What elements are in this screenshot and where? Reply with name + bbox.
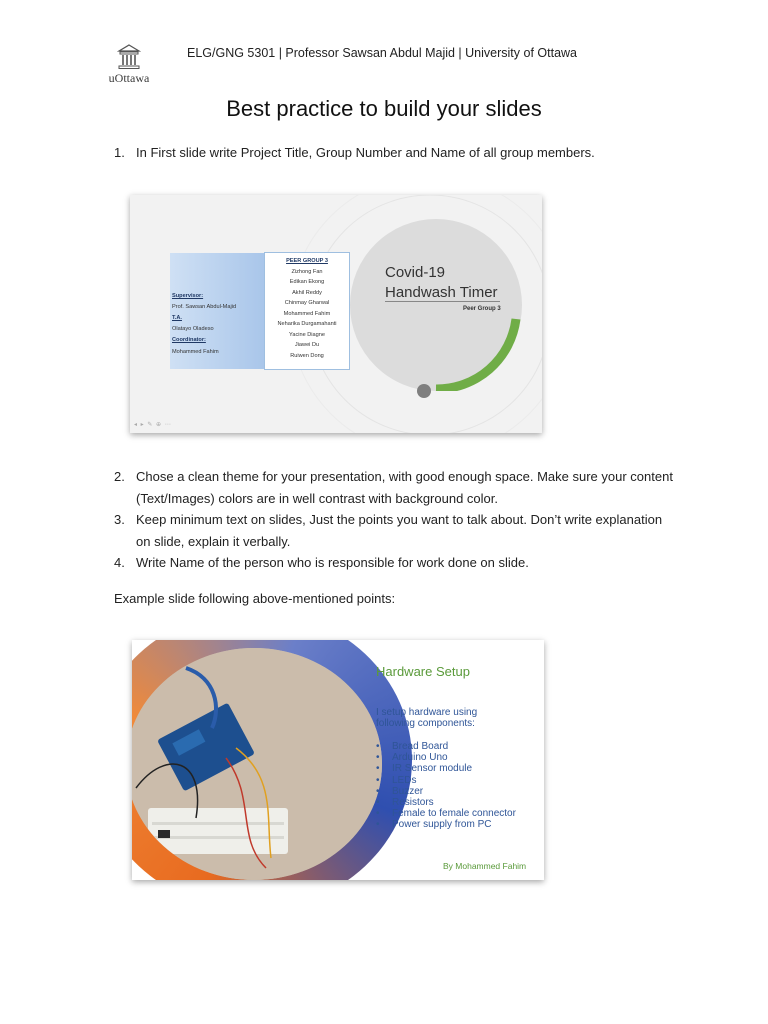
hardware-slide-title: Hardware Setup xyxy=(376,664,470,679)
slide-title-line: Covid-19 xyxy=(385,264,446,281)
university-building-icon xyxy=(117,44,141,70)
hardware-photo xyxy=(132,648,382,880)
ta-label: T.A. xyxy=(172,315,182,321)
slide-title-line: Handwash Timer xyxy=(385,284,498,301)
item-text: Chose a clean theme for your presentation, with good enough space. Make sure your content (Text/Images) colors are in well contrast with background color. xyxy=(136,469,673,506)
member-name: Neharika Durgamahanti xyxy=(277,321,337,327)
member-name: Mohammed Fahim xyxy=(283,310,331,317)
peer-group-label: Peer Group 3 xyxy=(463,306,501,312)
ta-name: Olatayo Oladeso xyxy=(172,326,214,332)
intro-line: I setup hardware using xyxy=(376,707,478,718)
group-label: PEER GROUP 3 xyxy=(286,258,328,264)
coordinator-name: Mohammed Fahim xyxy=(172,349,219,355)
member-name: Akhil Reddy xyxy=(292,289,322,296)
timer-dot xyxy=(417,384,431,398)
example-caption: Example slide following above-mentioned points: xyxy=(114,591,396,606)
arduino-breadboard-image xyxy=(132,648,382,880)
hardware-intro xyxy=(376,707,477,729)
members-panel xyxy=(264,252,350,370)
member-name: Zizhong Fan xyxy=(291,268,323,275)
slideshow-controls: ◂ ▸ ✎ ⊕ ⋯ xyxy=(134,422,172,428)
member-name: Chinmay Gharwal xyxy=(284,300,330,306)
item-number: 1. xyxy=(114,145,125,160)
logo-text: uOttawa xyxy=(108,71,150,85)
supervisor-label: Supervisor: xyxy=(172,293,204,299)
item-number: 4. xyxy=(114,555,125,570)
item-text: Write Name of the person who is responsible for work done on slide. xyxy=(136,555,529,570)
item-number: 2. xyxy=(114,469,125,484)
progress-arc xyxy=(350,219,522,391)
component-item: • Female to female connector xyxy=(376,808,516,819)
staff-panel xyxy=(170,253,264,369)
component-item: • Bread Board xyxy=(376,741,516,752)
component-item: • Resistors xyxy=(376,797,516,808)
member-name: Ruiwen Dong xyxy=(290,352,324,359)
uottawa-logo xyxy=(104,44,154,86)
member-name: Yacine Diagne xyxy=(289,331,325,338)
slide-author: By Mohammed Fahim xyxy=(443,861,527,871)
slide-title xyxy=(385,263,498,303)
component-list xyxy=(376,741,516,831)
title-underline xyxy=(385,301,500,302)
coordinator-label: Coordinator: xyxy=(172,337,206,343)
component-item: • IR Sensor module xyxy=(376,763,516,774)
intro-line: following components: xyxy=(376,718,475,729)
supervisor-name: Prof. Sawsan Abdul-Majid xyxy=(172,304,237,310)
member-name: Jiawei Du xyxy=(294,342,320,348)
hardware-slide-example xyxy=(132,640,544,880)
component-item: • Arduino Uno xyxy=(376,752,516,763)
member-name: Edikan Ekong xyxy=(289,279,325,285)
item-text: Keep minimum text on slides, Just the points you want to talk about. Don’t write explanation on slide, explain it verbally. xyxy=(136,512,663,549)
title-slide-example xyxy=(130,195,542,433)
component-item: • Buzzer xyxy=(376,786,516,797)
item-text: In First slide write Project Title, Group Number and Name of all group members. xyxy=(136,145,595,160)
document-title: Best practice to build your slides xyxy=(226,96,542,121)
course-header: ELG/GNG 5301 | Professor Sawsan Abdul Majid | University of Ottawa xyxy=(187,46,577,60)
component-item: • LEDs xyxy=(376,775,516,786)
component-item: • Power supply from PC xyxy=(376,819,516,830)
item-number: 3. xyxy=(114,512,125,527)
